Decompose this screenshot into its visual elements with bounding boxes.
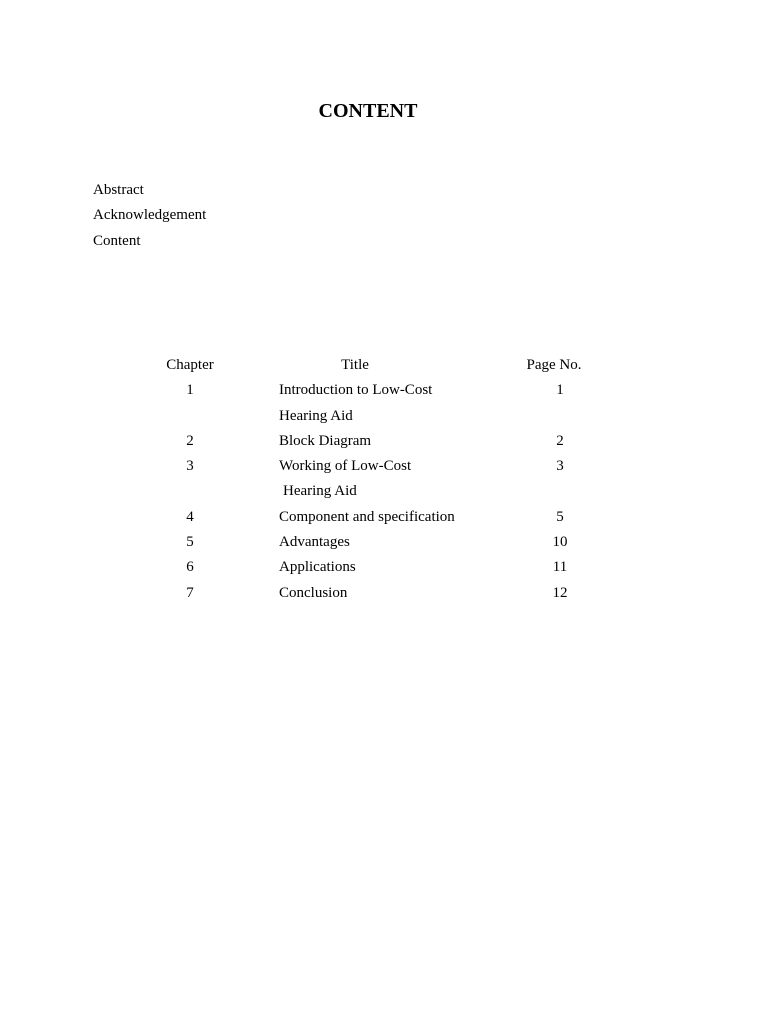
toc-chapter-number: 5 xyxy=(186,534,194,551)
toc-chapter-number: 3 xyxy=(186,458,194,475)
toc-chapter-title: Hearing Aid xyxy=(283,483,357,500)
toc-row-continuation xyxy=(0,479,768,504)
toc-chapter-number: 6 xyxy=(186,559,194,576)
toc-row xyxy=(0,555,768,580)
page-title: CONTENT xyxy=(318,100,418,122)
toc-page-number: 11 xyxy=(552,559,568,576)
toc-page-number: 5 xyxy=(556,508,564,525)
toc-chapter-title: Advantages xyxy=(279,534,350,551)
front-matter-abstract: Abstract xyxy=(93,182,144,198)
toc-page-number: 12 xyxy=(552,584,568,601)
front-matter-acknowledgement: Acknowledgement xyxy=(93,207,207,224)
toc-chapter-title: Conclusion xyxy=(279,584,348,601)
toc-chapter-title: Block Diagram xyxy=(279,432,372,449)
toc-chapter-title: Working of Low-Cost xyxy=(279,458,412,475)
toc-chapter-title: Applications xyxy=(279,559,356,576)
toc-row xyxy=(0,429,768,454)
toc-page-number: 3 xyxy=(556,458,564,475)
table-of-contents xyxy=(0,353,768,606)
toc-chapter-title: Hearing Aid xyxy=(279,407,353,424)
toc-page-number: 10 xyxy=(552,534,568,551)
toc-chapter-number: 4 xyxy=(186,508,194,525)
toc-chapter-title: Introduction to Low-Cost xyxy=(279,382,433,399)
toc-chapter-number: 2 xyxy=(186,432,194,449)
toc-row xyxy=(0,530,768,555)
front-matter-list xyxy=(93,178,206,254)
toc-row xyxy=(0,454,768,479)
toc-header-chapter: Chapter xyxy=(166,357,214,373)
front-matter-content: Content xyxy=(93,232,141,249)
toc-header-page: Page No. xyxy=(526,357,582,373)
toc-page-number: 1 xyxy=(556,382,564,399)
toc-row xyxy=(0,581,768,606)
toc-header-row xyxy=(0,353,768,378)
toc-row xyxy=(0,378,768,403)
toc-chapter-number: 7 xyxy=(186,584,194,601)
toc-chapter-title: Component and specification xyxy=(279,508,455,525)
toc-chapter-number: 1 xyxy=(186,382,194,399)
toc-row xyxy=(0,505,768,530)
toc-row-continuation xyxy=(0,404,768,429)
toc-page-number: 2 xyxy=(556,432,564,449)
toc-header-title: Title xyxy=(341,357,369,373)
